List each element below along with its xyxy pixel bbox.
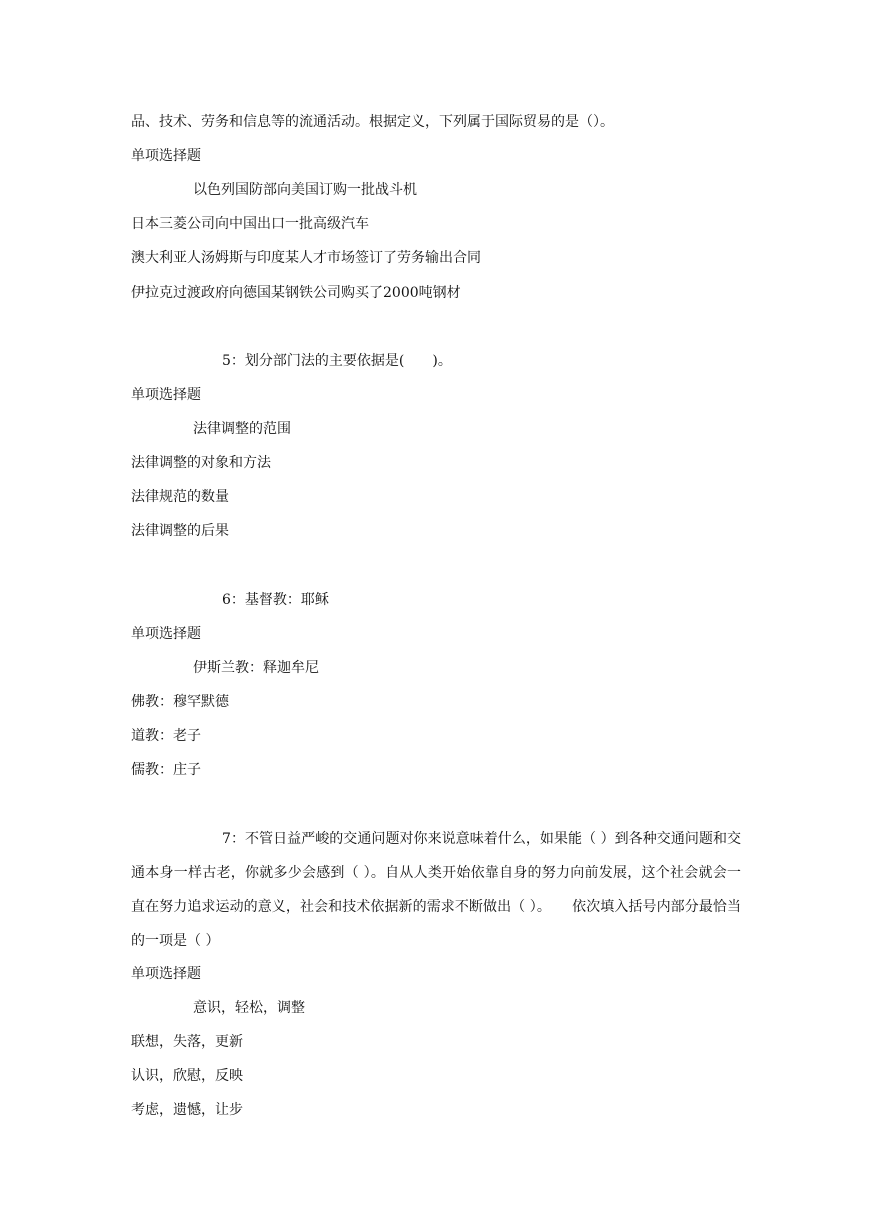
q7-option-a: 意识，轻松，调整 <box>193 1000 305 1016</box>
q4-option-a: 以色列国防部向美国订购一批战斗机 <box>193 182 417 198</box>
q4-option-d: 伊拉克过渡政府向德国某钢铁公司购买了2000吨钢材 <box>131 285 461 301</box>
q5-option-b: 法律调整的对象和方法 <box>131 455 271 471</box>
q6-question-type: 单项选择题 <box>131 626 201 642</box>
q5-option-d: 法律调整的后果 <box>131 523 229 539</box>
q6-stem: 6：基督教：耶稣 <box>222 592 329 608</box>
q4-option-c: 澳大利亚人汤姆斯与印度某人才市场签订了劳务输出合同 <box>131 250 481 266</box>
q7-option-b: 联想，失落，更新 <box>131 1034 243 1050</box>
q7-stem: 7：不管日益严峻的交通问题对你来说意味着什么，如果能（ ）到各种交通问题和交通本身一样古老，你就多少会感到（ ）。自从人类开始依靠自身的努力向前发展，这个社会就会一直在努力追求运动的意义，社会和技术依据新的需求不断做出（ ）。 依次填入括号内部分最恰当的一项是（ ） <box>131 831 741 949</box>
q6-option-d: 儒教：庄子 <box>131 762 201 778</box>
q5-option-a: 法律调整的范围 <box>193 421 291 437</box>
q5-stem: 5：划分部门法的主要依据是( )。 <box>222 353 452 369</box>
q7-option-d: 考虑，遗憾，让步 <box>131 1102 243 1118</box>
q4-stem-tail: 品、技术、劳务和信息等的流通活动。根据定义，下列属于国际贸易的是（）。 <box>131 114 614 130</box>
q7-question-type: 单项选择题 <box>131 966 201 982</box>
q6-option-a: 伊斯兰教：释迦牟尼 <box>193 660 319 676</box>
q4-question-type: 单项选择题 <box>131 148 201 164</box>
q6-option-c: 道教：老子 <box>131 728 201 744</box>
q6-option-b: 佛教：穆罕默德 <box>131 694 229 710</box>
q5-option-c: 法律规范的数量 <box>131 489 229 505</box>
q4-option-b: 日本三菱公司向中国出口一批高级汽车 <box>131 216 369 232</box>
q5-question-type: 单项选择题 <box>131 387 201 403</box>
q7-option-c: 认识，欣慰，反映 <box>131 1068 243 1084</box>
